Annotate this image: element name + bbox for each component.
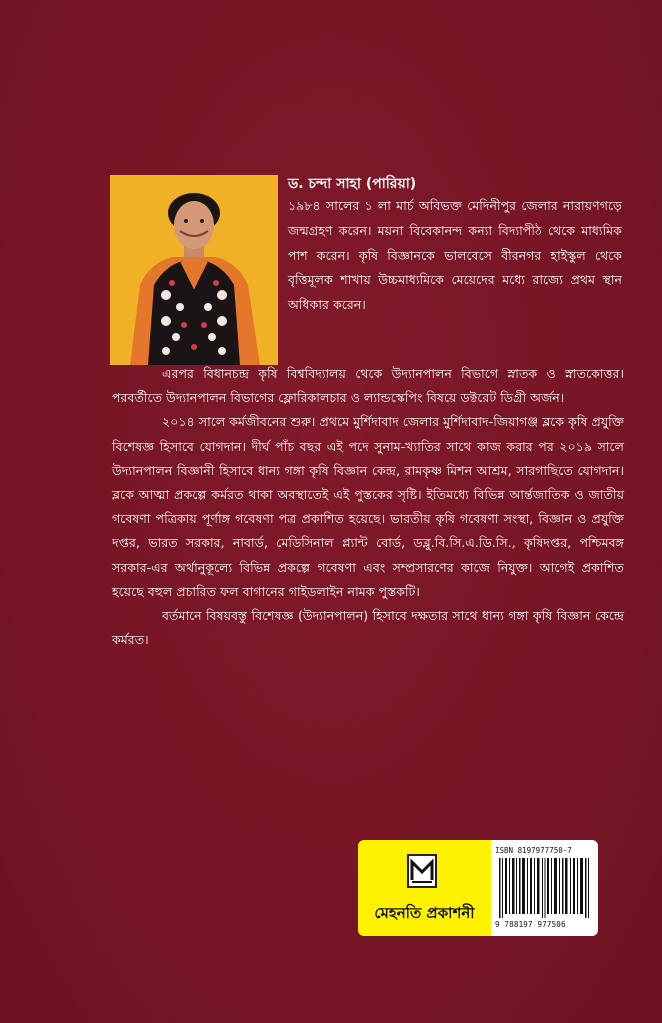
bio-paragraph: ২০১৪ সালে কর্মজীবনের শুরু। প্রথমে মুর্শিদাবাদ জেলার মুর্শিদাবাদ-জিয়াগঞ্জ ব্লকে কৃষি প্রযুক্তি বিশেষজ্ঞ হিসাবে যোগদান। দীর্ঘ পাঁচ বছর এই পদে সুনাম-খ্যাতির সাথে কাজ করার পর ২০১৯ সালে উদ্যানপালন বিজ্ঞানী হিসাবে ধান্য গঙ্গা কৃষি বিজ্ঞান কেন্দ্র, রামকৃষ্ণ মিশন আশ্রম, সারগাছিতে যোগদান। ব্লকে আত্মা প্রকল্পে কর্মরত থাকা অবস্থাতেই এই পুস্তকের সৃষ্টি। ইতিমধ্যে বিভিন্ন আর্ন্তজাতিক ও জাতীয় গবেষণা পত্রিকায় পূর্ণাঙ্গ গবেষণা পত্র প্রকাশিত হয়েছে। ভারতীয় কৃষি গবেষণা সংস্থা, বিজ্ঞান ও প্রযুক্তি দপ্তর, ভারত সরকার, নাবার্ড, মেডিসিনাল প্ল্যান্ট বোর্ড, ডব্লু.বি.সি.এ.ডি.সি., কৃষিদপ্তর, পশ্চিমবঙ্গ সরকার-এর অর্থানুকূল্যে বিভিন্ন প্রকল্পে গবেষণা এবং সম্প্রসারণের কাজে নিযুক্ত। আগেই প্রকাশিত হয়েছে বহুল প্রচারিত ফল বাগানের গাইডলাইন নামক পুস্তকটি। bbox=[112, 414, 624, 599]
publisher-panel bbox=[358, 840, 491, 936]
bio-paragraph: বর্তমানে বিষয়বস্তু বিশেষজ্ঞ (উদ্যানপালন) হিসাবে দক্ষতার সাথে ধান্য গঙ্গা কৃষি বিজ্ঞান কেন্দ্রে কর্মরত। bbox=[112, 608, 624, 648]
bio-body bbox=[112, 362, 624, 652]
isbn-label: ISBN 8197977750-7 bbox=[495, 846, 572, 855]
publisher-barcode-box bbox=[358, 840, 598, 936]
publisher-logo-icon bbox=[407, 854, 437, 888]
author-name: ড. চন্দা সাহা (পারিয়া) bbox=[288, 176, 417, 192]
bio-intro: ১৯৮৪ সালের ১ লা মার্চ অবিভক্ত মেদিনীপুর জেলার নারায়ণগড়ে জন্মগ্রহণ করেন। ময়না বিবেকানন্দ কন্যা বিদ্যাপীঠ থেকে মাধ্যমিক পাশ করেন। কৃষি বিজ্ঞানকে ভালবেসে বীরনগর হাইস্কুল থেকে বৃত্তিমূলক শাখায় উচ্চমাধ্যমিকে মেয়েদের মধ্যে রাজ্যে প্রথম স্থান অধিকার করেন। bbox=[288, 198, 622, 313]
author-photo bbox=[110, 175, 278, 365]
barcode-panel bbox=[491, 840, 598, 936]
barcode-digits: 9 788197 977506 bbox=[495, 920, 566, 929]
bio-paragraph: এরপর বিধানচন্দ্র কৃষি বিশ্ববিদ্যালয় থেকে উদ্যানপালন বিভাগে স্নাতক ও স্নাতকোত্তর। পরবর্তীতে উদ্যানপালন বিভাগের ফ্লোরিকালচার ও ল্যান্ডস্কেপিং বিষয়ে ডক্টরেট ডিগ্রী অর্জন। bbox=[112, 366, 624, 406]
barcode-icon bbox=[499, 858, 591, 918]
publisher-name: মেহনতি প্রকাশনী bbox=[374, 904, 475, 922]
portrait-image bbox=[110, 175, 278, 365]
